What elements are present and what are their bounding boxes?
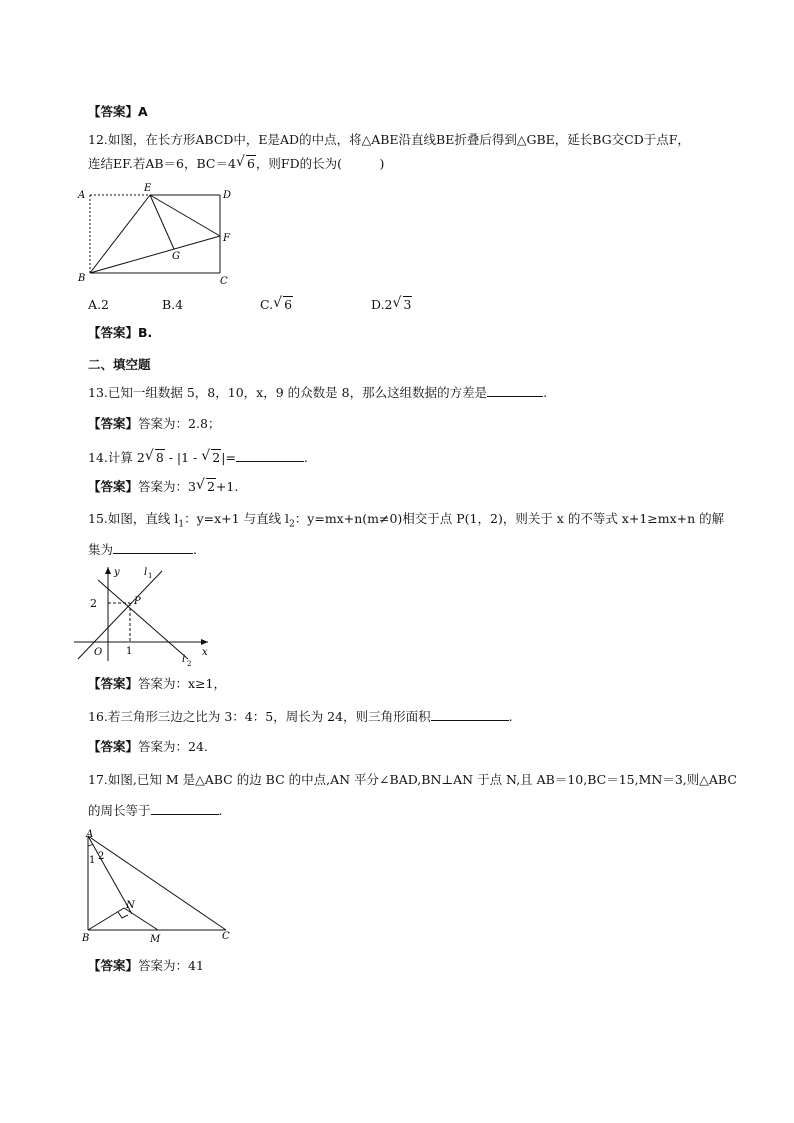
answer-blank xyxy=(431,708,509,721)
q15-coordinate-figure xyxy=(68,563,218,673)
option-a: A.2 xyxy=(88,297,109,312)
radicand: 6 xyxy=(246,156,255,171)
label-y: y xyxy=(114,567,120,578)
answer-tag: 【答案】 xyxy=(88,479,139,494)
q17-end: . xyxy=(218,803,223,818)
label-F: F xyxy=(223,233,230,244)
label-C: C xyxy=(220,276,228,287)
answer-text: 答案为：x≥1， xyxy=(138,676,226,691)
q14-mid: - |1 - xyxy=(164,450,202,465)
label-E: E xyxy=(144,183,152,194)
q16-end: . xyxy=(508,709,513,724)
answer-text: 答案为：24. xyxy=(138,739,208,754)
label-B: B xyxy=(78,273,86,284)
label-M: M xyxy=(150,934,161,945)
option-c-label: C. xyxy=(260,297,274,312)
label-N: N xyxy=(126,900,135,911)
label-1: 1 xyxy=(126,646,133,657)
q12-options xyxy=(88,297,488,313)
answer-tag: 【答案】 xyxy=(88,325,139,340)
q15-text-line2-text: 集为 xyxy=(88,542,114,557)
answer-blank xyxy=(487,384,543,397)
answer-text: 答案为：41 xyxy=(138,958,204,973)
q17-triangle-figure xyxy=(76,826,240,946)
answer-text: 答案为：3 xyxy=(138,479,196,494)
label-l2: l xyxy=(182,654,186,665)
answer-tag: 【答案】 xyxy=(88,104,139,119)
q15-answer xyxy=(88,676,226,692)
answer-text: B. xyxy=(138,325,153,340)
sqrt xyxy=(197,479,216,495)
label-A: A xyxy=(86,829,94,840)
section-title: 二、填空题 xyxy=(88,357,151,372)
label-x: x xyxy=(202,647,208,658)
q13-end: . xyxy=(543,385,548,400)
answer-text: A xyxy=(138,104,148,119)
answer-blank xyxy=(113,541,193,554)
label-angle-1: 1 xyxy=(89,855,96,866)
q12-text-post: ，则FD的长为( ) xyxy=(255,156,385,171)
q15-end: . xyxy=(193,542,197,557)
q13-text xyxy=(88,384,547,401)
label-G: G xyxy=(172,251,180,262)
q13-answer xyxy=(88,416,220,432)
sqrt xyxy=(274,297,293,313)
sqrt xyxy=(394,297,413,313)
q17-text-line1: 17.如图,已知 M 是△ABC 的边 BC 的中点,AN 平分∠BAD,BN⊥AN 于点 N,且 AB＝10,BC＝15,MN＝3,则△ABC xyxy=(88,772,737,787)
q14-post: |= xyxy=(221,450,236,465)
answer-tag: 【答案】 xyxy=(88,676,139,691)
radicand: 6 xyxy=(284,297,293,312)
radicand: 8 xyxy=(155,450,164,465)
option-c xyxy=(260,297,293,313)
answer-text: 答案为：2.8； xyxy=(138,416,221,431)
q15-text-b: ：y=x+1 与直线 l xyxy=(184,511,290,526)
label-l1: l xyxy=(144,567,148,578)
label-O: O xyxy=(94,647,103,658)
option-d-label: D.2 xyxy=(371,297,393,312)
q16-text xyxy=(88,708,513,725)
q12-rectangle-figure xyxy=(70,183,250,289)
option-b: B.4 xyxy=(162,297,184,312)
q14-end: . xyxy=(303,450,308,465)
answer-tag: 【答案】 xyxy=(88,958,139,973)
q14-pre: 14.计算 2 xyxy=(88,450,145,465)
label-2: 2 xyxy=(90,597,97,610)
answer-text-end: +1. xyxy=(215,479,239,494)
q13-question: 13.已知一组数据 5，8，10，x，9 的众数是 8，那么这组数据的方差是 xyxy=(88,385,488,400)
answer-blank xyxy=(236,449,304,462)
q15-text-line1 xyxy=(88,511,724,533)
q17-text-line2-text: 的周长等于 xyxy=(88,803,151,818)
label-angle-2: 2 xyxy=(98,851,105,862)
option-d xyxy=(371,297,412,313)
radicand: 3 xyxy=(403,297,412,312)
q15-text-c: ：y=mx+n(m≠0)相交于点 P(1，2)，则关于 x 的不等式 x+1≥mx+n 的解 xyxy=(294,511,725,526)
q15-text-a: 15.如图，直线 l xyxy=(88,511,179,526)
label-l2-sub: 2 xyxy=(187,660,192,668)
q12-text-line2 xyxy=(88,156,384,172)
label-B: B xyxy=(82,933,90,944)
radicand: 2 xyxy=(212,450,221,465)
q12-answer xyxy=(88,325,152,341)
sqrt xyxy=(202,450,221,466)
q11-answer xyxy=(88,104,148,120)
q16-question: 16.若三角形三边之比为 3：4：5，周长为 24，则三角形面积 xyxy=(88,709,431,724)
answer-blank xyxy=(151,802,219,815)
sqrt xyxy=(237,156,256,172)
subscript: 2 xyxy=(289,519,295,530)
label-P: P xyxy=(134,596,141,607)
sqrt xyxy=(146,450,165,466)
label-C: C xyxy=(222,931,230,942)
answer-tag: 【答案】 xyxy=(88,416,139,431)
label-l1-sub: 1 xyxy=(148,572,153,580)
q12-text-line1: 12.如图，在长方形ABCD中，E是AD的中点，将△ABE沿直线BE折叠后得到△GBE，延长BG交CD于点F， xyxy=(88,132,690,147)
q17-answer xyxy=(88,958,204,974)
label-D: D xyxy=(223,190,232,201)
answer-tag: 【答案】 xyxy=(88,739,139,754)
q15-text-line2 xyxy=(88,541,197,558)
subscript: 1 xyxy=(178,519,185,530)
radicand: 2 xyxy=(206,479,215,494)
q12-text-pre: 连结EF.若AB＝6，BC＝4 xyxy=(88,156,236,171)
q17-text-line2 xyxy=(88,802,223,819)
q16-answer xyxy=(88,739,208,755)
q14-answer xyxy=(88,479,238,495)
label-A: A xyxy=(78,190,86,201)
q14-text xyxy=(88,449,308,466)
